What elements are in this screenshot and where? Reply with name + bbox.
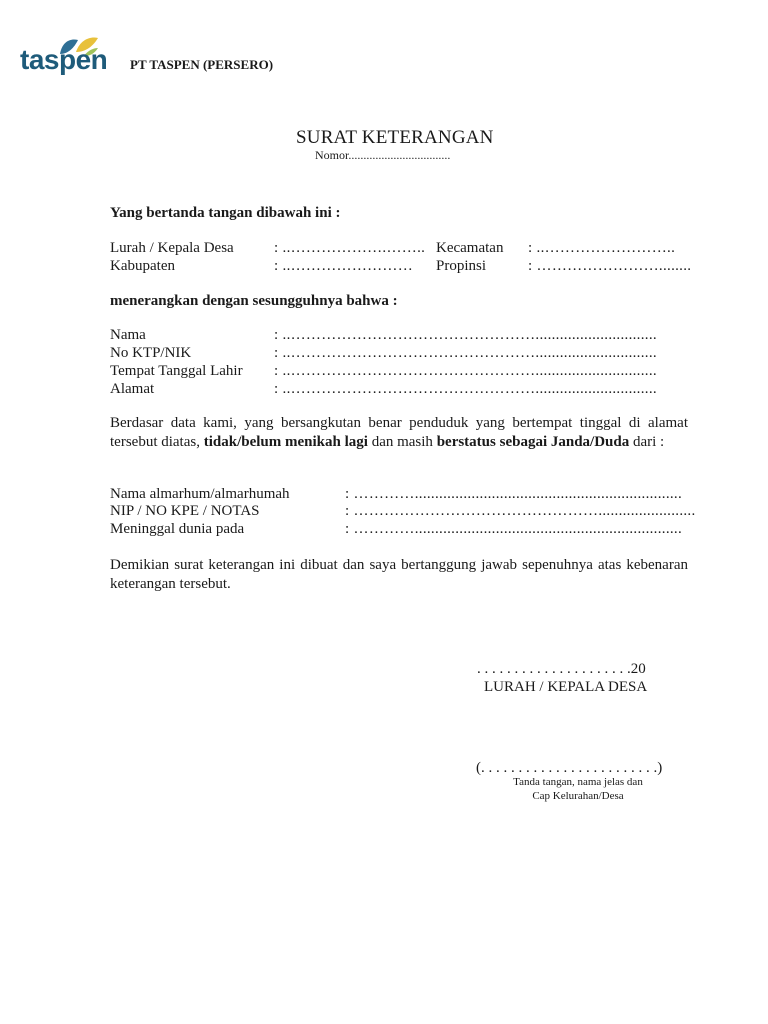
- statement-intro: menerangkan dengan sesungguhnya bahwa :: [110, 293, 398, 309]
- kabupaten-value: : ..……………………: [274, 258, 414, 274]
- status-bold-2: berstatus sebagai Janda/Duda: [436, 434, 630, 450]
- signature-name-line: (. . . . . . . . . . . . . . . . . . . . . . . .): [476, 760, 663, 776]
- signature-note-1: Tanda tangan, nama jelas dan: [513, 776, 643, 788]
- document-number: Nomor..................................: [315, 148, 451, 162]
- signer-intro: Yang bertanda tangan dibawah ini :: [110, 205, 341, 221]
- field-value-ttl: : ..…………………………………………..............................: [274, 363, 657, 379]
- field-value-nik: : ..…………………………………………..............................: [274, 345, 657, 361]
- lurah-label: Lurah / Kepala Desa: [110, 240, 234, 256]
- signature-date: . . . . . . . . . . . . . . . . . . . . .20: [477, 661, 646, 677]
- kecamatan-label: Kecamatan: [436, 240, 504, 256]
- company-name: PT TASPEN (PERSERO): [130, 57, 274, 72]
- status-text-1: Berdasar data kami, yang bersangkutan benar penduduk yang bertempat tinggal di alamat tersebut diatas,: [110, 415, 688, 450]
- propinsi-label: Propinsi: [436, 258, 487, 274]
- field-label-alamat: Alamat: [110, 381, 155, 397]
- status-text-3: dari :: [629, 434, 665, 450]
- status-bold-1: tidak/belum menikah lagi: [203, 434, 368, 450]
- deceased-name-value: : …………..................................................................: [345, 486, 683, 502]
- propinsi-value: : ……………………........: [528, 258, 692, 274]
- nip-value: : …………………………………………........................: [345, 503, 696, 519]
- signature-note-2: Cap Kelurahan/Desa: [532, 790, 624, 802]
- kabupaten-label: Kabupaten: [110, 258, 175, 274]
- field-value-nama: : ..…………………………………………..............................: [274, 327, 657, 343]
- document-title: SURAT KETERANGAN: [296, 127, 494, 148]
- death-date-value: : …………..................................................................: [345, 521, 683, 537]
- field-label-nama: Nama: [110, 327, 146, 343]
- death-date-label: Meninggal dunia pada: [110, 521, 245, 537]
- nip-label: NIP / NO KPE / NOTAS: [110, 503, 260, 519]
- status-text-2: dan masih: [367, 434, 437, 450]
- signature-role: LURAH / KEPALA DESA: [484, 679, 648, 695]
- field-label-nik: No KTP/NIK: [110, 345, 192, 361]
- deceased-name-label: Nama almarhum/almarhumah: [110, 486, 290, 502]
- kecamatan-value: : ..……………………..: [528, 240, 676, 256]
- taspen-logo: [20, 34, 110, 76]
- lurah-value: : ..……………….……..: [274, 240, 426, 256]
- closing-paragraph: Demikian surat keterangan ini dibuat dan saya bertanggung jawab sepenuhnya atas kebenaran keterangan tersebut.: [110, 557, 688, 592]
- status-paragraph: [110, 414, 688, 452]
- logo-wordmark: taspen: [20, 44, 108, 75]
- field-value-alamat: : ..…………………………………………..............................: [274, 381, 657, 397]
- field-label-ttl: Tempat Tanggal Lahir: [110, 363, 243, 379]
